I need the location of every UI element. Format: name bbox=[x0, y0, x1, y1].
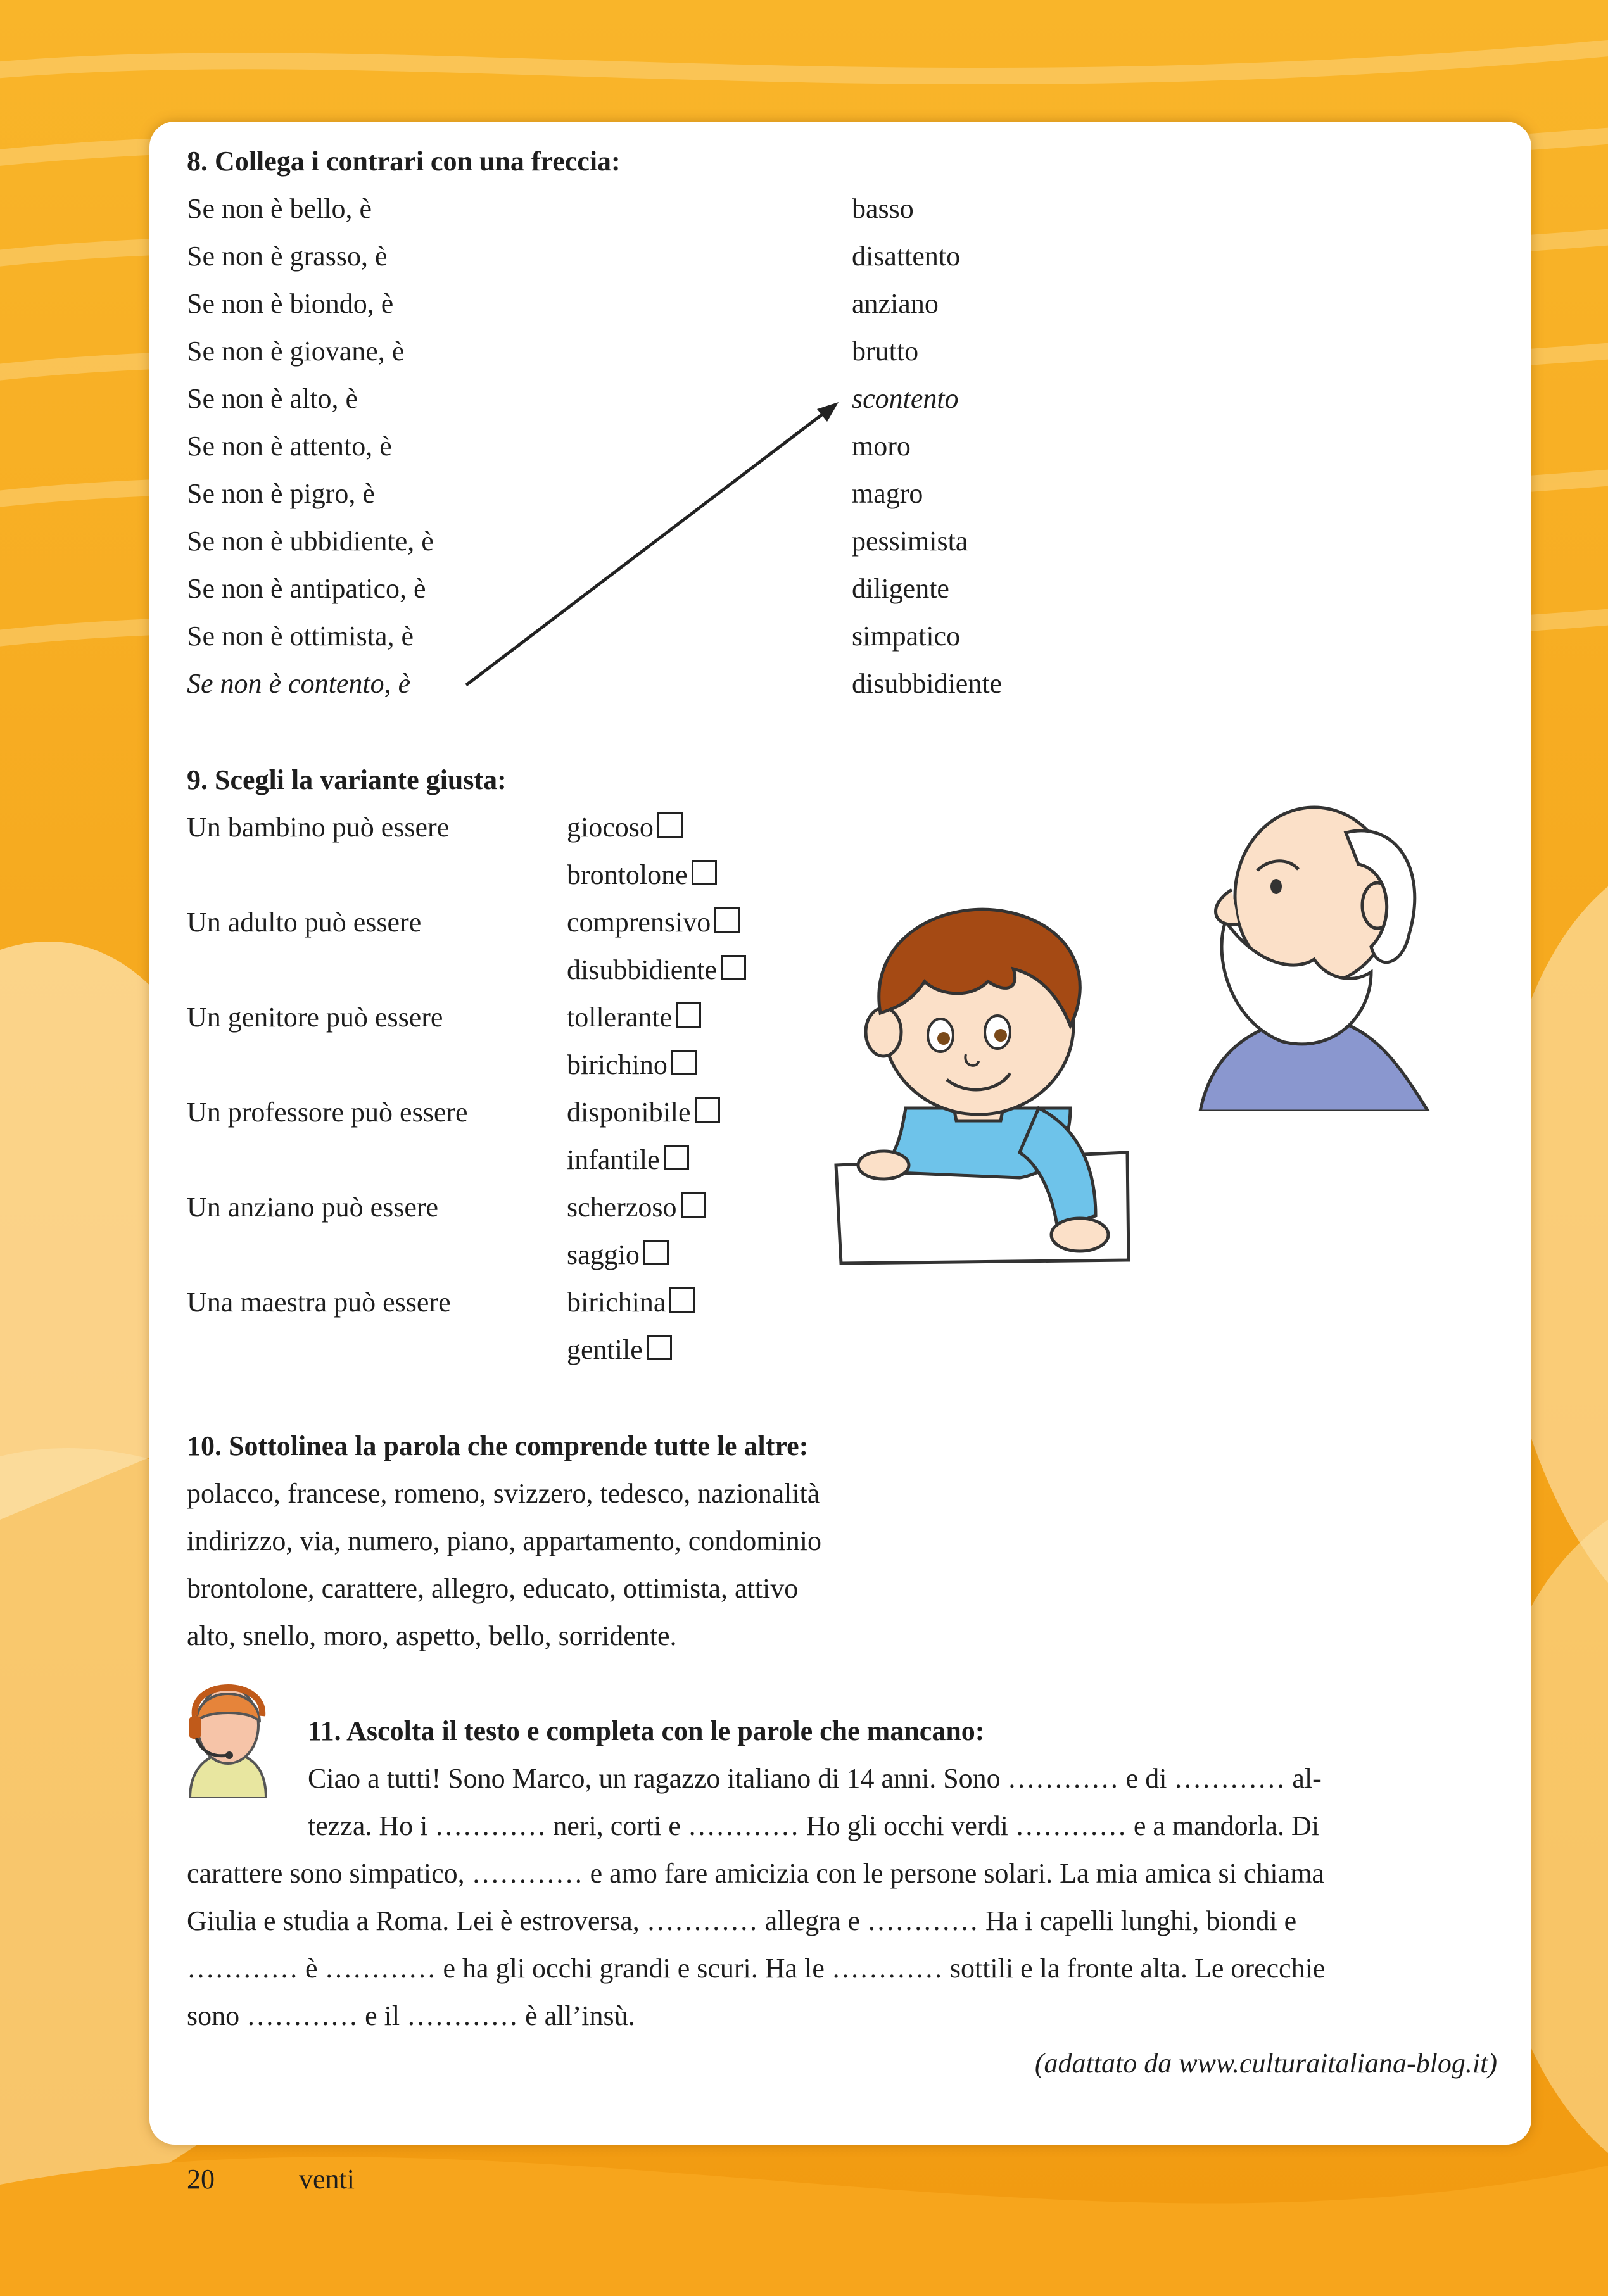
exercise-8-right-column bbox=[852, 185, 1002, 707]
subject-item: Una maestra può essere bbox=[187, 1287, 451, 1318]
option-row bbox=[567, 1278, 746, 1326]
option-checkbox[interactable] bbox=[721, 955, 746, 980]
left-item: Se non è attento, è bbox=[187, 431, 392, 462]
right-item-example: scontento bbox=[852, 383, 959, 414]
exercise-11-title: 11. Ascolta il testo e completa con le parole che mancano: bbox=[308, 1715, 985, 1746]
option-label: birichino bbox=[567, 1049, 668, 1080]
right-item: magro bbox=[852, 478, 923, 509]
page-word: venti bbox=[299, 2164, 355, 2195]
left-item: Se non è pigro, è bbox=[187, 478, 375, 509]
right-item: pessimista bbox=[852, 526, 968, 557]
left-item: Se non è ubbidiente, è bbox=[187, 526, 434, 557]
option-row bbox=[567, 851, 746, 899]
right-item: moro bbox=[852, 431, 911, 462]
right-item: anziano bbox=[852, 288, 939, 319]
option-row bbox=[567, 1136, 746, 1183]
option-label: birichina bbox=[567, 1287, 666, 1318]
right-item: basso bbox=[852, 193, 914, 224]
option-row bbox=[567, 1088, 746, 1136]
text-line: Giulia e studia a Roma. Lei è estroversa, ………… allegra e ………… Ha i capelli lunghi, biondi e bbox=[187, 1905, 1297, 1936]
option-row bbox=[567, 1326, 746, 1373]
right-item: brutto bbox=[852, 336, 919, 367]
option-checkbox[interactable] bbox=[657, 812, 683, 838]
example-arrow bbox=[456, 393, 849, 697]
option-label: disponibile bbox=[567, 1097, 691, 1128]
option-label: infantile bbox=[567, 1144, 660, 1175]
exercise-9-subjects bbox=[187, 804, 468, 1373]
option-row bbox=[567, 993, 746, 1041]
page-number: 20 bbox=[187, 2164, 215, 2195]
option-row bbox=[567, 899, 746, 946]
right-item: diligente bbox=[852, 573, 949, 604]
option-checkbox[interactable] bbox=[681, 1192, 706, 1218]
option-checkbox[interactable] bbox=[692, 860, 717, 885]
option-label: gentile bbox=[567, 1334, 643, 1365]
boy-illustration bbox=[830, 899, 1146, 1266]
option-checkbox[interactable] bbox=[714, 907, 740, 933]
option-label: brontolone bbox=[567, 859, 688, 890]
left-item-example: Se non è contento, è bbox=[187, 668, 411, 699]
option-label: scherzoso bbox=[567, 1192, 677, 1223]
exercise-9-options bbox=[567, 804, 746, 1373]
left-item: Se non è biondo, è bbox=[187, 288, 394, 319]
option-checkbox[interactable] bbox=[676, 1002, 701, 1028]
option-label: giocoso bbox=[567, 812, 654, 843]
right-item: simpatico bbox=[852, 621, 961, 652]
text-line: tezza. Ho i ………… neri, corti e ………… Ho gli occhi verdi ………… e a mandorla. Di bbox=[308, 1810, 1320, 1841]
left-item: Se non è giovane, è bbox=[187, 336, 405, 367]
text-line: ………… è ………… e ha gli occhi grandi e scuri. Ha le ………… sottili e la fronte alta. Le orecchie bbox=[187, 1953, 1326, 1984]
word-group-line: alto, snello, moro, aspetto, bello, sorridente. bbox=[187, 1620, 677, 1651]
exercise-8-title: 8. Collega i contrari con una freccia: bbox=[187, 146, 621, 177]
old-man-illustration bbox=[1187, 795, 1434, 1111]
exercise-8-left-column bbox=[187, 185, 434, 707]
exercise-10-lines bbox=[187, 1470, 821, 1660]
option-checkbox[interactable] bbox=[643, 1240, 669, 1265]
left-item: Se non è alto, è bbox=[187, 383, 358, 414]
left-item: Se non è ottimista, è bbox=[187, 621, 414, 652]
subject-item: Un anziano può essere bbox=[187, 1192, 439, 1223]
option-checkbox[interactable] bbox=[669, 1287, 695, 1313]
left-item: Se non è bello, è bbox=[187, 193, 372, 224]
option-label: disubbidiente bbox=[567, 954, 718, 985]
option-row bbox=[567, 1231, 746, 1278]
right-item: disattento bbox=[852, 241, 961, 272]
word-group-line: polacco, francese, romeno, svizzero, tedesco, nazionalità bbox=[187, 1478, 820, 1509]
text-line: sono ………… e il ………… è all’insù. bbox=[187, 2000, 635, 2031]
left-item: Se non è antipatico, è bbox=[187, 573, 426, 604]
option-row bbox=[567, 1183, 746, 1231]
subject-item: Un adulto può essere bbox=[187, 907, 422, 938]
text-line: Ciao a tutti! Sono Marco, un ragazzo italiano di 14 anni. Sono ………… e di ………… al- bbox=[308, 1763, 1322, 1794]
right-item: disubbidiente bbox=[852, 668, 1003, 699]
option-label: comprensivo bbox=[567, 907, 711, 938]
source-citation: (adattato da www.culturaitaliana-blog.it) bbox=[1034, 2048, 1497, 2079]
option-row bbox=[567, 804, 746, 851]
exercise-9-title: 9. Scegli la variante giusta: bbox=[187, 764, 507, 795]
left-item: Se non è grasso, è bbox=[187, 241, 388, 272]
option-checkbox[interactable] bbox=[671, 1050, 697, 1075]
exercise-10-title: 10. Sottolinea la parola che comprende tutte le altre: bbox=[187, 1430, 809, 1461]
subject-item: Un bambino può essere bbox=[187, 812, 450, 843]
word-group-line: indirizzo, via, numero, piano, appartamento, condominio bbox=[187, 1525, 821, 1556]
subject-item: Un professore può essere bbox=[187, 1097, 468, 1128]
subject-item: Un genitore può essere bbox=[187, 1002, 443, 1033]
exercise-11-text bbox=[187, 1755, 1498, 2040]
option-checkbox[interactable] bbox=[647, 1335, 672, 1360]
option-row bbox=[567, 1041, 746, 1088]
option-checkbox[interactable] bbox=[664, 1145, 689, 1170]
text-line: carattere sono simpatico, ………… e amo fare amicizia con le persone solari. La mia amica si chiama bbox=[187, 1858, 1324, 1889]
option-checkbox[interactable] bbox=[695, 1097, 720, 1123]
word-group-line: brontolone, carattere, allegro, educato, ottimista, attivo bbox=[187, 1573, 799, 1604]
option-row bbox=[567, 946, 746, 993]
option-label: saggio bbox=[567, 1239, 640, 1270]
option-label: tollerante bbox=[567, 1002, 673, 1033]
